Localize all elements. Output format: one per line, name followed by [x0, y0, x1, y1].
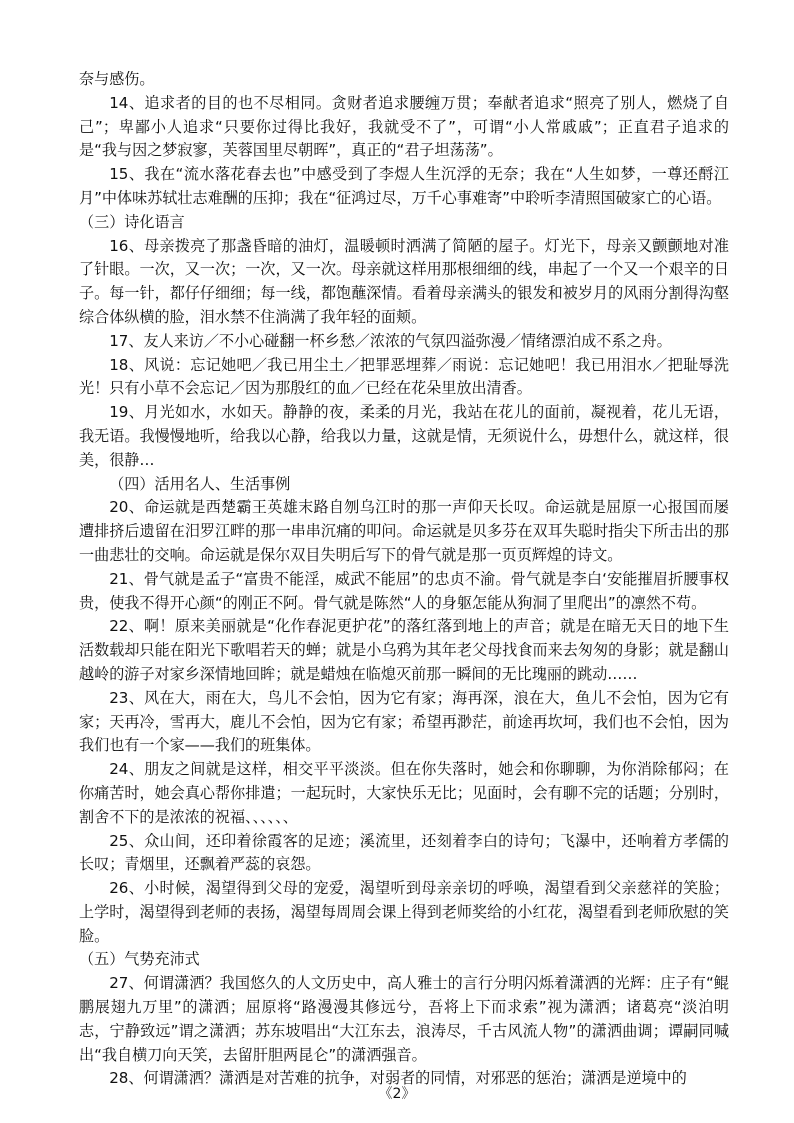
paragraph-26: 26、小时候，渴望得到父母的宠爱，渴望听到母亲亲切的呼唤，渴望看到父亲慈祥的笑脸；上学时，渴望得到老师的表扬，渴望每周周会课上得到老师奖给的小红花，渴望看到老师欣慰的笑脸。	[79, 879, 729, 945]
paragraph-22: 22、啊！原来美丽就是“化作春泥更护花”的落红落到地上的声音；就是在暗无天日的地下生活数载却只能在阳光下歌唱若天的蝉；就是小乌鸦为其年老父母找食而来去匆匆的身影；就是翻山越岭的游子对家乡深情地回眸；就是蜡烛在临熄灭前那一瞬间的无比瑰丽的跳动……	[79, 617, 729, 683]
paragraph-21: 21、骨气就是孟子“富贵不能淫，威武不能屈”的忠贞不渝。骨气就是李白‘安能摧眉折腰事权贵，使我不得开心颜“的刚正不阿。骨气就是陈然“人的身躯怎能从狗洞了里爬出”的凛然不苟。	[79, 569, 729, 612]
section-heading-3: （三）诗化语言	[79, 212, 185, 231]
paragraph-14: 14、追求者的目的也不尽相同。贪财者追求腰缠万贯；奉献者追求“照亮了别人，燃烧了自己”；卑鄙小人追求“只要你过得比我好，我就受不了”，可谓“小人常戚戚”；正直君子追求的是“我与因之梦寂寥，芙蓉国里尽朝晖”，真正的“君子坦荡荡”。	[79, 93, 729, 160]
paragraph-25: 25、众山间，还印着徐霞客的足迹；溪流里，还刻着李白的诗句；飞瀑中，还响着方孝儒的长叹；青烟里，还飘着严蕊的哀怨。	[79, 831, 729, 874]
paragraph-23: 23、风在大，雨在大，鸟儿不会怕，因为它有家；海再深，浪在大，鱼儿不会怕，因为它有家；天再冷，雪再大，鹿儿不会怕，因为它有家；希望再渺茫，前途再坎坷，我们也不会怕，因为我们也有一个家——我们的班集体。	[79, 688, 729, 755]
paragraph-28: 28、何谓潇洒？潇洒是对苦难的抗争，对弱者的同情，对邪恶的惩治；潇洒是逆境中的	[109, 1069, 687, 1088]
page-number: 《2》	[378, 1086, 416, 1102]
paragraph-17: 17、友人来访／不小心碰翻一杯乡愁／浓浓的气氛四溢弥漫／情绪漂泊成不系之舟。	[109, 331, 672, 350]
section-heading-5: （五）气势充沛式	[79, 950, 200, 969]
paragraph-24: 24、朋友之间就是这样，相交平平淡淡。但在你失落时，她会和你聊聊，为你消除郁闷；在你痛苦时，她会真心帮你排遣；一起玩时，大家快乐无比；见面时，会有聊不完的话题；分别时，割舍不下的是浓浓的祝福、、、、、、	[79, 760, 729, 826]
paragraph-continuation: 奈与感伤。	[79, 70, 155, 88]
paragraph-16: 16、母亲拨亮了那盏昏暗的油灯，温暖顿时洒满了简陋的屋子。灯光下，母亲又颤颤地对准了针眼。一次，又一次；一次，又一次。母亲就这样用那根细细的线，串起了一个又一个艰辛的日子。每一针，都仔仔细细；每一线，都饱蘸深情。看着母亲满头的银发和被岁月的风雨分割得沟壑综合体纵横的脸，泪水禁不住淌满了我年轻的面颊。	[79, 236, 729, 326]
document-body	[79, 68, 729, 1091]
paragraph-19: 19、月光如水，水如天。静静的夜，柔柔的月光，我站在花儿的面前，凝视着，花儿无语，我无语。我慢慢地听，给我以心静，给我以力量，这就是情，无须说什么，毋想什么，就这样，很美，很静…	[79, 403, 729, 469]
paragraph-18: 18、风说：忘记她吧／我已用尘土／把罪恶埋葬／雨说：忘记她吧！我已用泪水／把耻辱洗光！只有小草不会忘记／因为那殷红的血／已经在花朵里放出清香。	[79, 355, 729, 398]
paragraph-15: 15、我在“流水落花春去也”中感受到了李煜人生沉浮的无奈；我在“人生如梦，一尊还酹江月”中体味苏轼壮志难酬的压抑；我在“征鸿过尽，万千心事难寄”中聆听李清照国破家亡的心语。	[79, 165, 729, 207]
paragraph-27: 27、何谓潇洒？我国悠久的人文历史中，高人雅士的言行分明闪烁着潇洒的光辉：庄子有“鲲鹏展翅九万里”的潇洒；屈原将“路漫漫其修远兮，吾将上下而求索”视为潇洒；诸葛亮“淡泊明志，宁静致远”谓之潇洒；苏东坡唱出“大江东去，浪涛尽，千古风流人物”的潇洒曲调；谭嗣同喊出“我自横刀向天笑，去留肝胆两昆仑”的潇洒强音。	[79, 974, 729, 1064]
section-heading-4: （四）活用名人、生活事例	[109, 474, 291, 493]
paragraph-20: 20、命运就是西楚霸王英雄末路自刎乌江时的那一声仰天长叹。命运就是屈原一心报国而屡遭排挤后遗留在汨罗江畔的那一串串沉痛的叩问。命运就是贝多芬在双耳失聪时指尖下所击出的那一曲悲壮的交响。命运就是保尔双目失明后写下的骨气就是那一页页辉煌的诗文。	[79, 498, 729, 564]
